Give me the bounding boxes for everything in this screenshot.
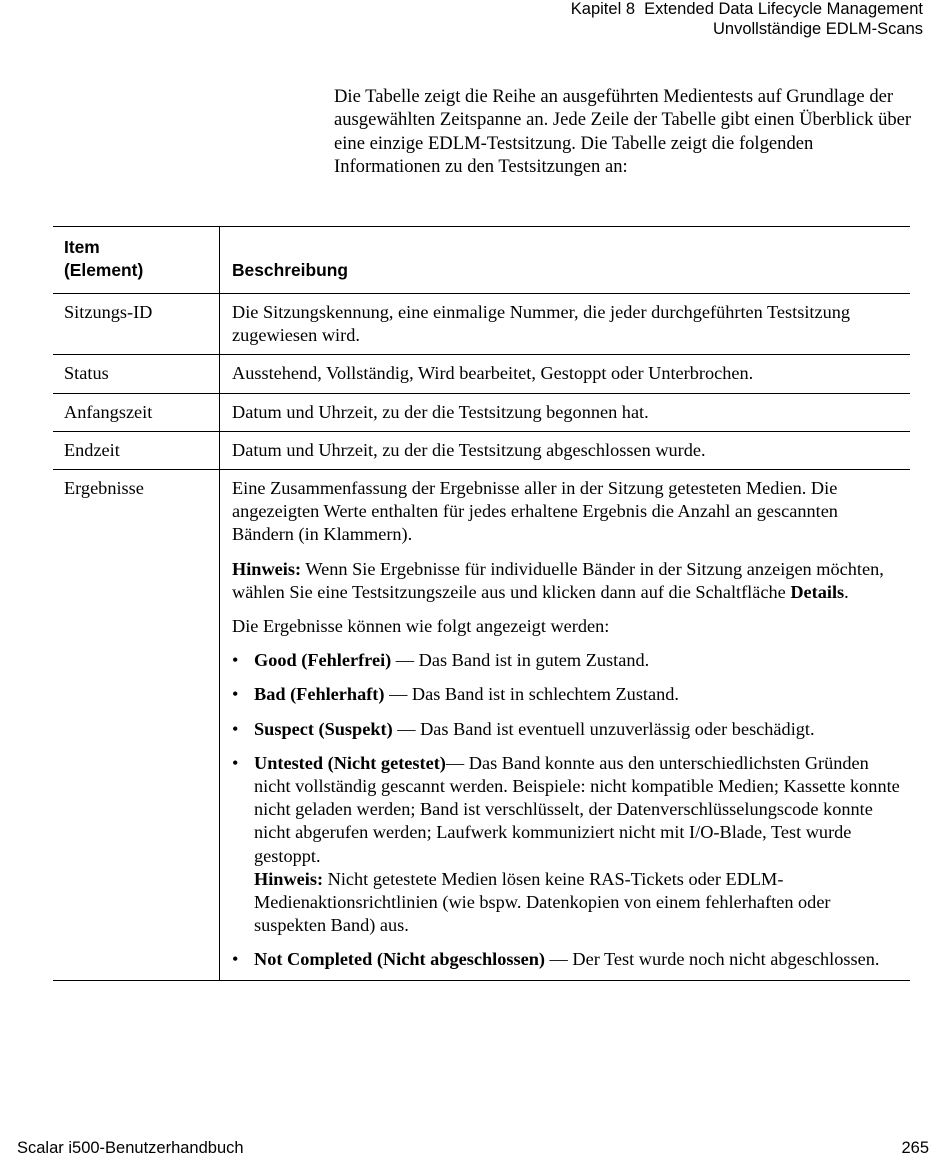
list-item xyxy=(232,649,900,672)
result-separator: — xyxy=(544,949,573,970)
page-footer xyxy=(17,1138,929,1158)
item-cell: Ergebnisse xyxy=(53,470,220,981)
session-info-table xyxy=(53,226,910,981)
results-note xyxy=(232,558,900,604)
result-text: Das Band ist eventuell unzuverlässig oder beschädigt. xyxy=(420,718,815,739)
table-header-row xyxy=(53,227,910,294)
item-cell: Status xyxy=(53,355,220,393)
running-header xyxy=(571,0,923,39)
result-text: Das Band ist in gutem Zustand. xyxy=(418,650,650,671)
item-header-line2: (Element) xyxy=(64,260,144,280)
note-text: Wenn Sie Ergebnisse für individuelle Bänder in der Sitzung anzeigen möchten, wählen Sie eine Testsitzungszeile aus und klicken dann auf die Schaltfläche xyxy=(232,558,884,602)
result-separator: — xyxy=(391,650,419,671)
results-list-intro: Die Ergebnisse können wie folgt angezeigt werden: xyxy=(232,616,610,637)
table-row xyxy=(53,393,910,431)
result-term: Untested (Nicht getestet) xyxy=(254,752,446,773)
result-text: Das Band ist in schlechtem Zustand. xyxy=(411,684,679,705)
manual-title: Scalar i500-Benutzerhandbuch xyxy=(17,1139,244,1157)
list-item xyxy=(232,752,900,938)
chapter-title: Kapitel 8 Extended Data Lifecycle Management xyxy=(570,0,923,18)
table-row xyxy=(53,355,910,393)
table-row xyxy=(53,431,910,469)
item-cell: Sitzungs-ID xyxy=(53,294,220,355)
table-row-results xyxy=(53,470,910,981)
result-separator: — xyxy=(445,752,469,773)
item-cell: Anfangszeit xyxy=(53,393,220,431)
results-list xyxy=(232,649,900,971)
untested-note-text: Nicht getestete Medien lösen keine RAS-Tickets oder EDLM-Medienaktionsrichtlinien (wie bspw. Datenkopien von einem fehlerhaften oder suspekten Band) aus. xyxy=(254,868,831,936)
result-text: Das Band konnte aus den unterschiedlichsten Gründen nicht vollständig gescannt werden. Beispiele: nicht kompatible Medien; Kassette konnte nicht geladen werden; Band ist verschlüsselt, der Datenverschlüsselungscode konnte nicht abgerufen werden; Laufwerk kommuniziert nicht mit I/O-Blade, Test wurde gestoppt. xyxy=(254,752,900,866)
description-cell: Datum und Uhrzeit, zu der die Testsitzung begonnen hat. xyxy=(232,401,649,422)
section-title: Unvollständige EDLM-Scans xyxy=(712,20,923,38)
results-summary: Eine Zusammenfassung der Ergebnisse aller in der Sitzung getesteten Medien. Die angezeigten Werte enthalten für jedes erhaltene Ergebnis die Anzahl an gescannten Bändern (in Klammern). xyxy=(232,478,838,545)
result-term: Bad (Fehlerhaft) xyxy=(254,684,385,705)
bullet-icon: • xyxy=(232,752,239,773)
intro-paragraph: Die Tabelle zeigt die Reihe an ausgeführten Medientests auf Grundlage der ausgewählten Zeitspanne an. Jede Zeile der Tabelle gibt einen Überblick über eine einzige EDLM-Testsitzung. Die Tabelle zeigt die folgenden Informationen zu den Testsitzungen an: xyxy=(334,86,912,178)
result-separator: — xyxy=(392,718,421,739)
table-row xyxy=(53,294,910,355)
result-separator: — xyxy=(384,684,412,705)
description-column-header: Beschreibung xyxy=(232,260,348,280)
page-number: 265 xyxy=(901,1139,929,1157)
result-term: Suspect (Suspekt) xyxy=(254,718,393,739)
list-item xyxy=(232,718,900,741)
details-button-reference: Details xyxy=(790,581,845,602)
bullet-icon: • xyxy=(232,684,239,705)
bullet-icon: • xyxy=(232,949,239,970)
item-header-line1: Item xyxy=(64,237,100,257)
result-text: Der Test wurde noch nicht abgeschlossen. xyxy=(572,949,880,970)
list-item xyxy=(232,948,900,971)
note-end: . xyxy=(844,581,849,602)
result-term: Not Completed (Nicht abgeschlossen) xyxy=(254,949,545,970)
result-term: Good (Fehlerfrei) xyxy=(254,650,392,671)
bullet-icon: • xyxy=(232,650,239,671)
bullet-icon: • xyxy=(232,718,239,739)
description-cell: Datum und Uhrzeit, zu der die Testsitzung abgeschlossen wurde. xyxy=(232,439,706,460)
results-description-cell xyxy=(220,470,911,981)
note-label: Hinweis: xyxy=(232,558,302,579)
item-column-header xyxy=(53,227,220,294)
description-cell: Die Sitzungskennung, eine einmalige Nummer, die jeder durchgeführten Testsitzung zugewiesen wird. xyxy=(232,302,851,346)
list-item xyxy=(232,683,900,706)
item-cell: Endzeit xyxy=(53,431,220,469)
untested-note-label: Hinweis: xyxy=(254,868,324,889)
description-cell: Ausstehend, Vollständig, Wird bearbeitet, Gestoppt oder Unterbrochen. xyxy=(232,363,754,384)
